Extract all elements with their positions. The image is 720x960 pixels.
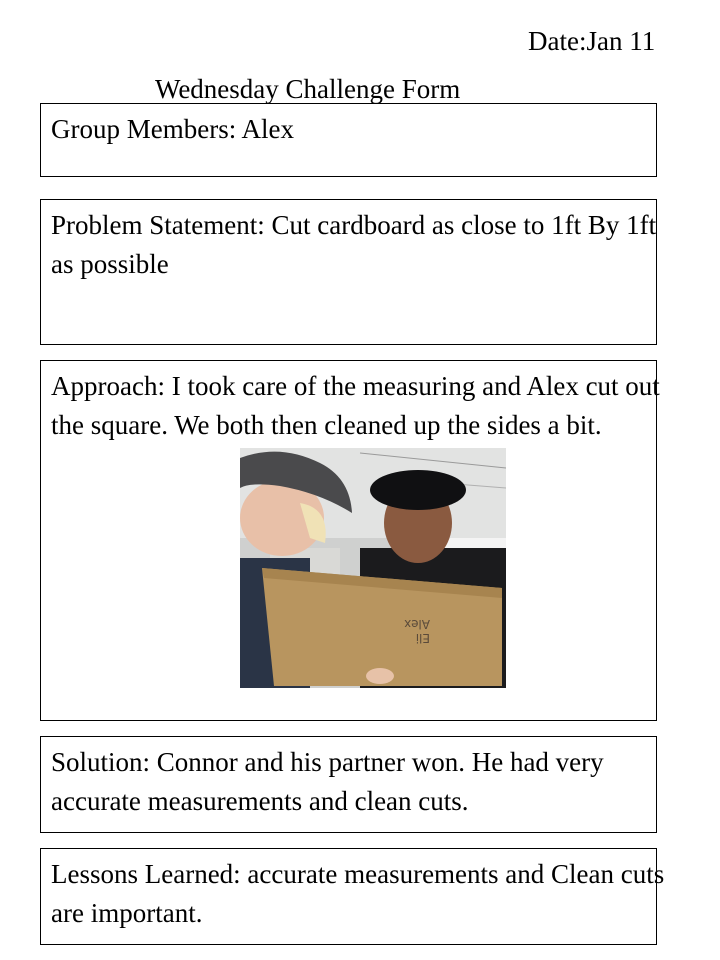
lessons-learned-text: Lessons Learned: accurate measurements and Clean cuts are important. <box>51 859 665 928</box>
group-members-section <box>40 103 657 177</box>
problem-statement-text: Problem Statement: Cut cardboard as close to 1ft By 1ft as possible <box>51 210 657 279</box>
box-writing-line2: Eli <box>415 631 430 645</box>
solution-section <box>40 736 657 833</box>
box-writing-line1: Alex <box>404 617 430 631</box>
date-label: Date:Jan 11 <box>528 26 656 56</box>
problem-statement-section <box>40 199 657 345</box>
approach-text: Approach: I took care of the measuring and Alex cut out the square. We both then cleaned up the sides a bit. <box>51 371 660 440</box>
team-photo <box>240 448 506 688</box>
lessons-learned-section <box>40 848 665 945</box>
group-members-text: Group Members: Alex <box>51 114 294 144</box>
form-title: Wednesday Challenge Form <box>155 74 461 104</box>
solution-text: Solution: Connor and his partner won. He had very accurate measurements and clean cuts. <box>51 747 604 816</box>
